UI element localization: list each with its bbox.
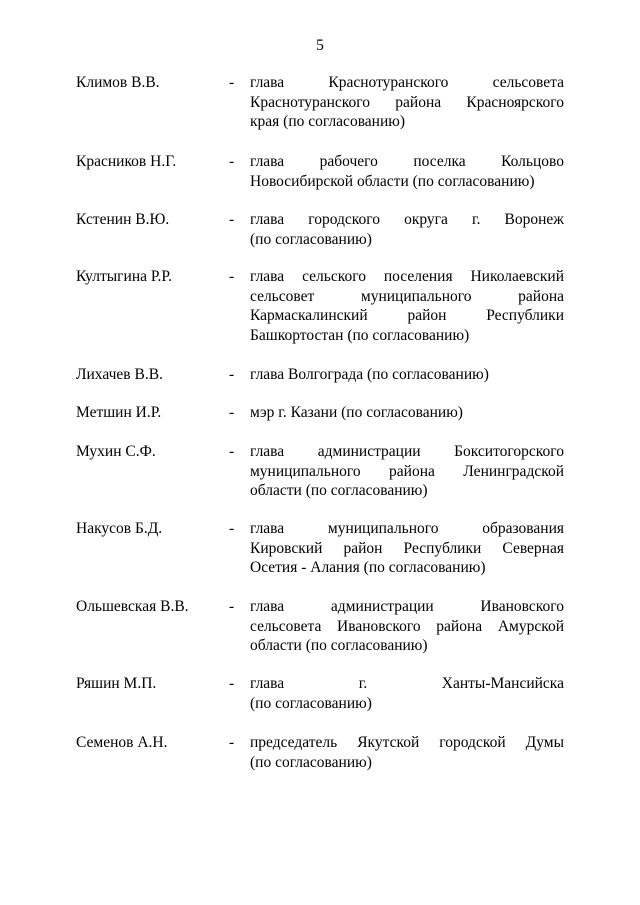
position-line: председатель Якутской городской Думы xyxy=(250,734,564,751)
position-line: глава Волгограда (по согласованию) xyxy=(250,366,489,383)
dash-separator: - xyxy=(229,598,235,615)
position-line: края (по согласованию) xyxy=(250,113,406,130)
dash-separator: - xyxy=(229,268,235,285)
dash-separator: - xyxy=(229,734,235,751)
position-line: Осетия - Алания (по согласованию) xyxy=(250,559,486,576)
dash-separator: - xyxy=(229,153,235,170)
position-line: Новосибирской области (по согласованию) xyxy=(250,172,535,190)
member-position xyxy=(250,597,564,656)
member-name: Климов В.В. xyxy=(76,74,160,91)
member-name: Мухин С.Ф. xyxy=(76,443,156,460)
position-line: (по согласованию) xyxy=(250,753,372,771)
dash-separator: - xyxy=(229,404,235,421)
position-line: (по согласованию) xyxy=(250,694,372,712)
member-position xyxy=(250,365,564,385)
position-line: глава Краснотуранского сельсовета xyxy=(250,74,564,91)
position-line: (по согласованию) xyxy=(250,230,372,248)
member-name: Кстенин В.Ю. xyxy=(76,211,170,228)
dash-separator: - xyxy=(229,443,235,460)
position-line: сельсовет муниципального района xyxy=(250,287,564,305)
position-line: глава сельского поселения Николаевский xyxy=(250,268,564,285)
member-name: Красников Н.Г. xyxy=(76,153,177,170)
member-position xyxy=(250,674,564,713)
member-position xyxy=(250,519,564,578)
position-line: глава г. Ханты-Мансийска xyxy=(250,675,564,692)
position-line: глава рабочего поселка Кольцово xyxy=(250,153,564,170)
member-name: Култыгина Р.Р. xyxy=(76,268,172,285)
member-name: Семенов А.Н. xyxy=(76,734,168,751)
dash-separator: - xyxy=(229,74,235,91)
dash-separator: - xyxy=(229,366,235,383)
member-name: Накусов Б.Д. xyxy=(76,520,163,537)
member-name: Ряшин М.П. xyxy=(76,675,157,692)
position-line: Кармаскалинский район Республики xyxy=(250,307,564,324)
position-line: области (по согласованию) xyxy=(250,482,428,499)
member-position xyxy=(250,210,564,249)
dash-separator: - xyxy=(229,211,235,228)
position-line: глава городского округа г. Воронеж xyxy=(250,211,564,228)
position-line: глава администрации Ивановского xyxy=(250,598,564,615)
position-line: глава администрации Бокситогорского xyxy=(250,443,564,460)
member-position xyxy=(250,152,564,191)
position-line: Краснотуранского района Красноярского xyxy=(250,93,564,111)
member-position xyxy=(250,403,564,423)
position-line: Кировский район Республики Северная xyxy=(250,539,564,557)
page-number: 5 xyxy=(316,37,324,54)
member-position xyxy=(250,73,564,132)
member-position xyxy=(250,733,564,772)
member-position xyxy=(250,267,564,345)
dash-separator: - xyxy=(229,520,235,537)
position-line: области (по согласованию) xyxy=(250,637,428,654)
position-line: мэр г. Казани (по согласованию) xyxy=(250,404,463,421)
position-line: глава муниципального образования xyxy=(250,520,564,537)
position-line: Башкортостан (по согласованию) xyxy=(250,326,470,344)
position-line: муниципального района Ленинградской xyxy=(250,462,564,480)
dash-separator: - xyxy=(229,675,235,692)
member-name: Лихачев В.В. xyxy=(76,366,163,383)
member-name: Метшин И.Р. xyxy=(76,404,162,421)
member-name: Ольшевская В.В. xyxy=(76,598,189,615)
position-line: сельсовета Ивановского района Амурской xyxy=(250,617,564,635)
member-position xyxy=(250,442,564,501)
